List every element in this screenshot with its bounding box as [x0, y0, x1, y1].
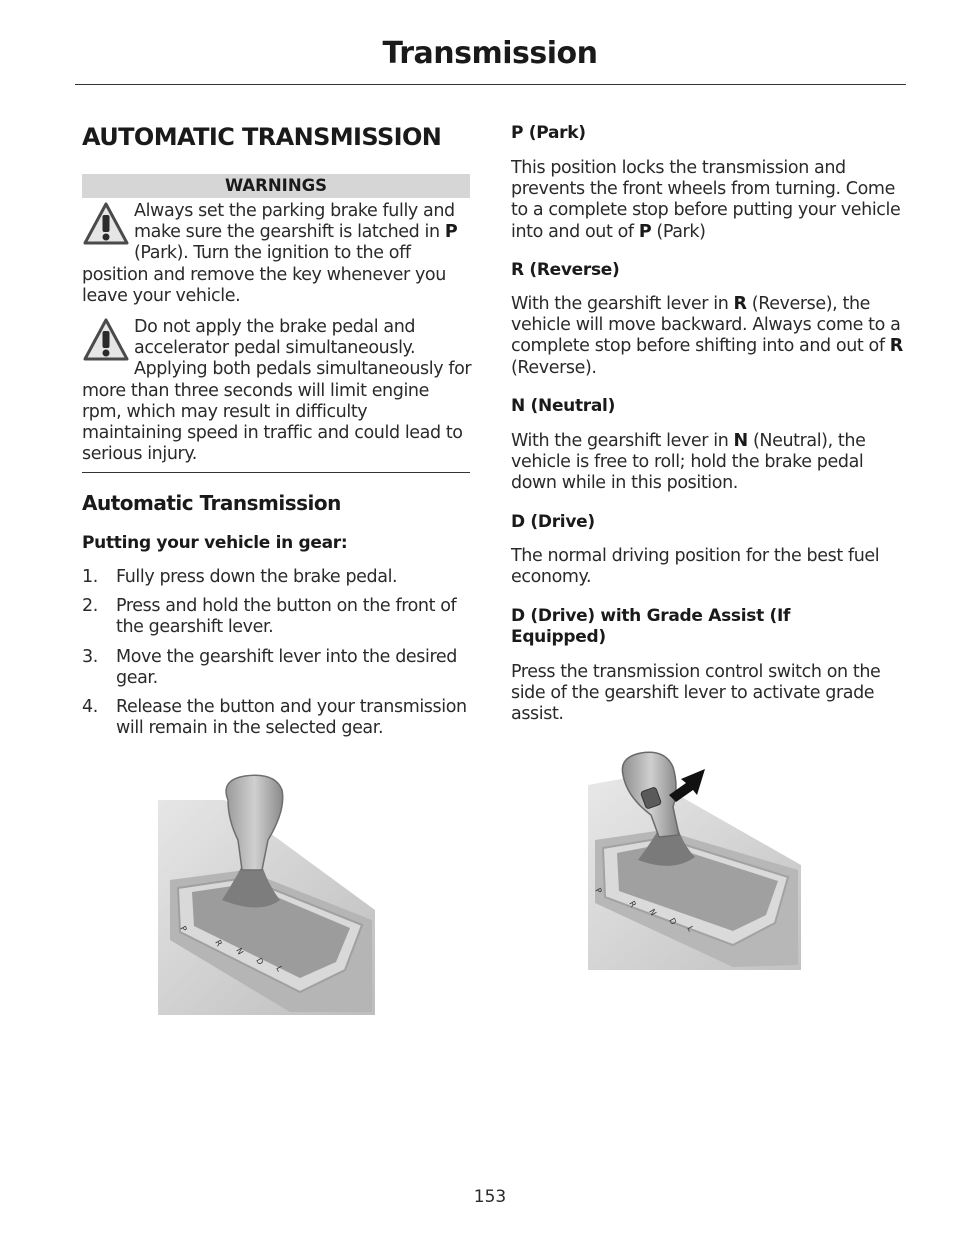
step-text: Move the gearshift lever into the desired gear.	[116, 646, 457, 688]
gearshift-figure-right	[583, 745, 808, 975]
bold-gear: P	[638, 221, 652, 242]
neutral-body: With the gearshift lever in	[511, 431, 734, 451]
warnings-banner: WARNINGS	[82, 174, 470, 198]
subsection-title: Automatic Transmission	[82, 491, 341, 515]
reverse-body: (Reverse).	[511, 357, 597, 378]
list-item	[82, 596, 474, 638]
step-text: Press and hold the button on the front of the gearshift lever.	[116, 596, 457, 638]
step-text: Release the button and your transmission will remain in the selected gear.	[116, 697, 467, 739]
gear-label-d: D	[254, 956, 266, 967]
warning-triangle-icon	[82, 317, 132, 365]
bold-gear: R	[889, 336, 903, 357]
step-text: Fully press down the brake pedal.	[116, 567, 398, 587]
reverse-body: With the gearshift lever in	[511, 294, 734, 314]
gear-label-p: P	[593, 886, 604, 896]
list-item	[82, 647, 474, 689]
park-text	[511, 158, 904, 243]
page-number: 153	[473, 1187, 507, 1207]
bold-gear: R	[733, 294, 747, 314]
gear-label-l: L	[274, 964, 285, 973]
section-title: AUTOMATIC TRANSMISSION	[82, 123, 442, 151]
title-divider	[75, 84, 906, 85]
warning-pedals	[82, 317, 472, 465]
warning-text: Always set the parking brake fully and make sure the gearshift is latched in	[134, 201, 455, 243]
page-title: Transmission	[382, 36, 598, 71]
step-number: 3.	[82, 646, 98, 667]
steps-heading: Putting your vehicle in gear:	[82, 533, 348, 553]
neutral-text	[511, 431, 904, 495]
warning-text: Do not apply the brake pedal and accelerator pedal simultaneously. Applying both pedals simultaneously for more than three seconds will limit engine rpm, which may result in difficulty maintaining speed in traffic and could lead to serious injury.	[82, 317, 472, 465]
warning-triangle-icon	[82, 201, 132, 249]
warning-text: (Park). Turn the ignition to the off position and remove the key whenever you leave your vehicle.	[82, 243, 446, 306]
list-item	[82, 697, 474, 739]
bold-gear: N	[733, 431, 748, 451]
neutral-heading: N (Neutral)	[511, 396, 616, 416]
park-heading: P (Park)	[511, 123, 586, 143]
list-item	[82, 567, 474, 588]
grade-assist-heading: D (Drive) with Grade Assist (If Equipped)	[511, 606, 791, 647]
gear-label-n: N	[234, 946, 246, 957]
step-number: 4.	[82, 697, 98, 718]
warning-parking	[82, 201, 472, 307]
park-body-end: (Park)	[651, 221, 706, 242]
bold-gear: P	[444, 222, 458, 243]
steps-list	[82, 567, 474, 747]
step-number: 1.	[82, 567, 98, 587]
gear-label-r: R	[213, 938, 224, 948]
gear-label-r: R	[627, 899, 638, 909]
reverse-body: (Reverse), the vehicle will move backward. Always come to a complete stop before shifting into and out of	[511, 294, 901, 357]
gear-label-d: D	[667, 916, 679, 927]
gear-label-p: P	[178, 924, 189, 934]
reverse-text	[511, 294, 904, 379]
drive-text: The normal driving position for the best fuel economy.	[511, 546, 880, 588]
gear-label-n: N	[647, 907, 659, 918]
gearshift-figure-left	[150, 770, 375, 1020]
reverse-heading: R (Reverse)	[511, 260, 620, 280]
warnings-divider	[82, 472, 470, 473]
park-body: This position locks the transmission and prevents the front wheels from turning. Come to a complete stop before putting your vehicle into and out of	[511, 158, 901, 242]
step-number: 2.	[82, 596, 98, 617]
drive-heading: D (Drive)	[511, 512, 595, 532]
grade-assist-text: Press the transmission control switch on the side of the gearshift lever to activate grade assist.	[511, 662, 881, 725]
gear-label-l: L	[685, 924, 696, 933]
neutral-body: (Neutral), the vehicle is free to roll; hold the brake pedal down while in this position.	[511, 431, 866, 494]
